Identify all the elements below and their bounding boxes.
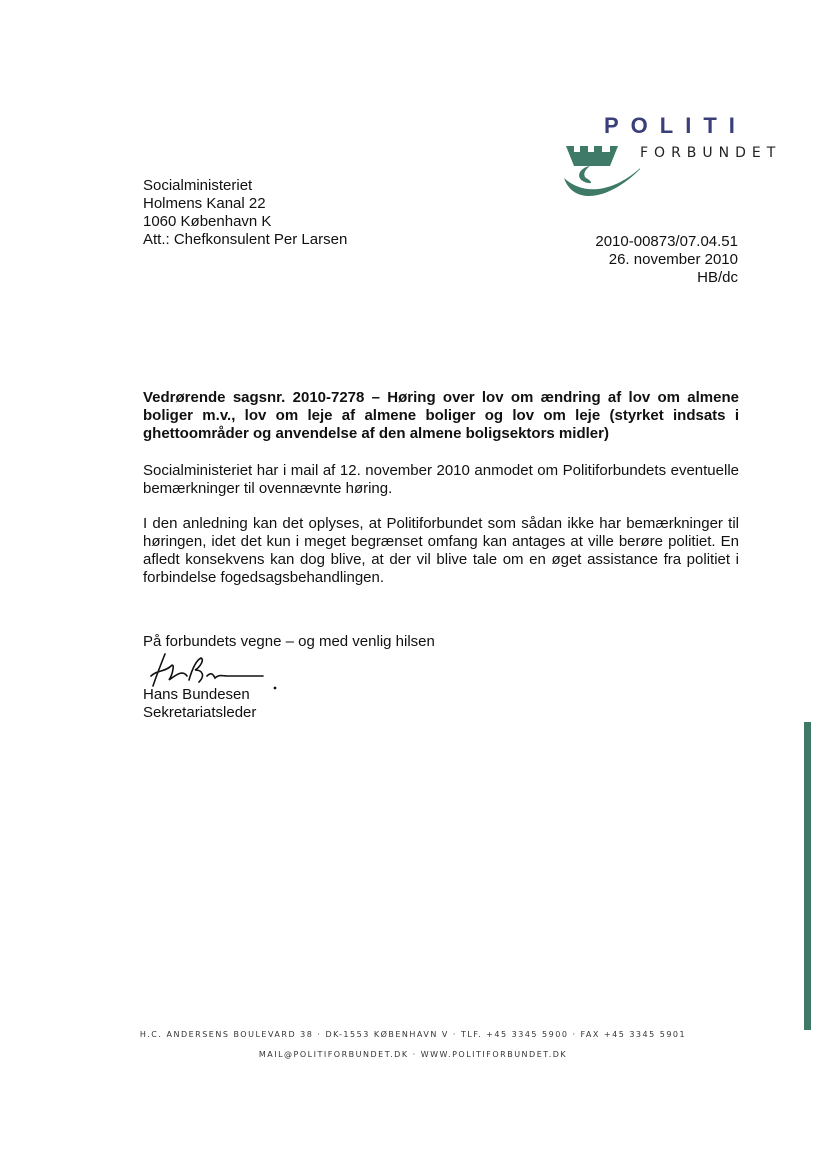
politiforbundet-logo (560, 110, 800, 220)
subject-heading: Vedrørende sagsnr. 2010-7278 – Høring over lov om ændring af lov om almene boliger m.v., lov om leje af almene boliger og lov om leje (styrket indsats i ghettoområder og anvendelse af den almene boligsektors midler) (143, 389, 739, 442)
recipient-line: 1060 København K (143, 213, 272, 230)
reference-block (595, 233, 738, 287)
signer-block (143, 686, 256, 722)
initials: HB/dc (697, 269, 738, 286)
recipient-line: Holmens Kanal 22 (143, 195, 266, 212)
recipient-line: Socialministeriet (143, 177, 253, 194)
footer-address: H.C. ANDERSENS BOULEVARD 38 · DK-1553 KØBENHAVN V · TLF. +45 3345 5900 · FAX +45 3345 5901 (139, 1030, 687, 1039)
footer (0, 1025, 826, 1065)
letter-date: 26. november 2010 (608, 251, 738, 268)
case-number: 2010-00873/07.04.51 (595, 233, 738, 250)
closing-line: På forbundets vegne – og med venlig hilsen (143, 633, 435, 650)
recipient-address (143, 177, 347, 249)
crown-emblem-icon (560, 138, 640, 213)
recipient-line: Att.: Chefkonsulent Per Larsen (143, 231, 348, 248)
body-paragraph: Socialministeriet har i mail af 12. november 2010 anmodet om Politiforbundets eventuelle bemærkninger til ovennævnte høring. (143, 462, 739, 497)
accent-bar (804, 722, 811, 1030)
logo-politi-text: POLITI (604, 113, 747, 138)
signer-name: Hans Bundesen (143, 686, 250, 703)
handwritten-signature (143, 646, 293, 691)
footer-contact: MAIL@POLITIFORBUNDET.DK · WWW.POLITIFORBUNDET.DK (258, 1050, 568, 1059)
body-paragraph: I den anledning kan det oplyses, at Politiforbundet som sådan ikke har bemærkninger til høringen, idet det kun i meget begrænset omfang kan antages at ville berøre politiet. En afledt konsekvens kan dog blive, at der vil blive tale om en øget assistance fra politiet i forbindelse fogedsagsbehandlingen. (143, 515, 739, 586)
logo-forbundet-text: FORBUNDET (640, 145, 782, 161)
signer-title: Sekretariatsleder (143, 704, 257, 721)
